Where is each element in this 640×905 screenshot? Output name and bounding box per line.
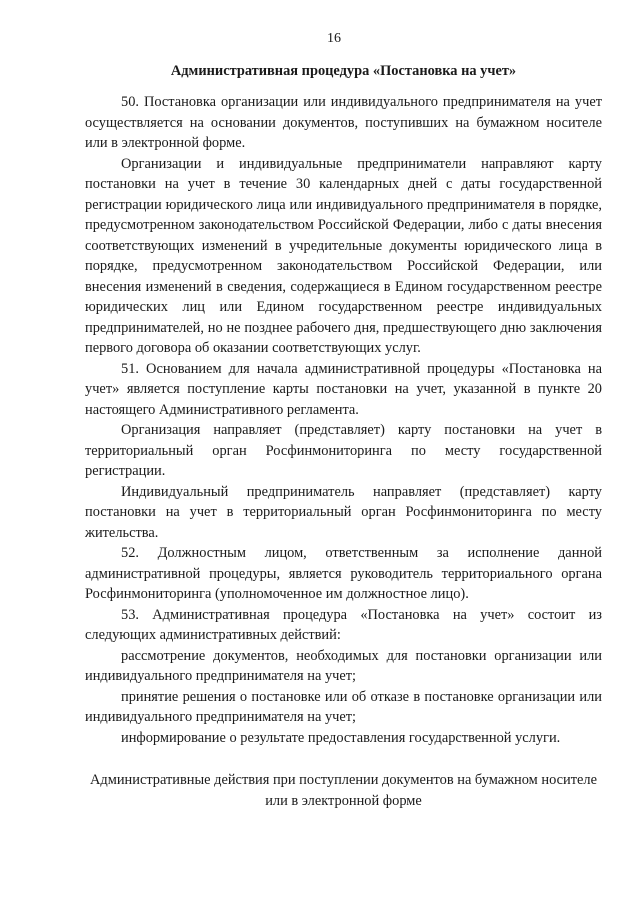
paragraph-entrepreneur-submits: Индивидуальный предприниматель направляет (представляет) карту постановки на учет в территориальный орган Росфинмониторинга по месту жительства. bbox=[85, 483, 602, 541]
paragraph-51: 51. Основанием для начала административной процедуры «Постановка на учет» является поступление карты постановки на учет, указанной в пункте 20 настоящего Административного регламента. bbox=[85, 360, 602, 418]
section-heading: Административная процедура «Постановка на учет» bbox=[170, 63, 517, 79]
list-item-review-documents: рассмотрение документов, необходимых для постановки организации или индивидуального предпринимателя на учет; bbox=[85, 647, 602, 684]
document-body bbox=[85, 92, 602, 748]
paragraph-50: 50. Постановка организации или индивидуального предпринимателя на учет осуществляется на основании документов, поступивших на бумажном носителе или в электронной форме. bbox=[85, 94, 602, 151]
list-item-decision: принятие решения о постановке или об отказе в постановке организации или индивидуального предпринимателя на учет; bbox=[85, 688, 602, 725]
list-item-informing: информирование о результате предоставления государственной услуги. bbox=[121, 729, 561, 746]
paragraph-52: 52. Должностным лицом, ответственным за исполнение данной административной процедуры, является руководитель территориального органа Росфинмониторинга (уполномоченное им должностное лицо). bbox=[85, 545, 602, 602]
subsection-heading: Административные действия при поступлении документов на бумажном носителе или в электронной форме bbox=[90, 772, 597, 809]
paragraph-organizations-deadline: Организации и индивидуальные предприниматели направляют карту постановки на учет в течение 30 календарных дней с даты государственной регистрации юридического лица или индивидуального предпринимателя в порядке, предусмотренном законодательством Российской Федерации, либо с даты внесения соответствующих изменений в учредительные документы юридического лица в порядке, предусмотренном законодательством Российской Федерации, или внесения изменений в сведения, содержащиеся в Едином государственном реестре юридических лиц или Едином государственном реестре индивидуальных предпринимателей, но не позднее рабочего дня, предшествующего дню заключения первого договора об оказании соответствующих услуг. bbox=[85, 155, 602, 356]
paragraph-53: 53. Административная процедура «Постановка на учет» состоит из следующих административных действий: bbox=[85, 606, 602, 643]
paragraph-organization-submits: Организация направляет (представляет) карту постановки на учет в территориальный орган Росфинмониторинга по месту государственной регистрации. bbox=[85, 422, 602, 479]
page-number: 16 bbox=[327, 31, 341, 46]
